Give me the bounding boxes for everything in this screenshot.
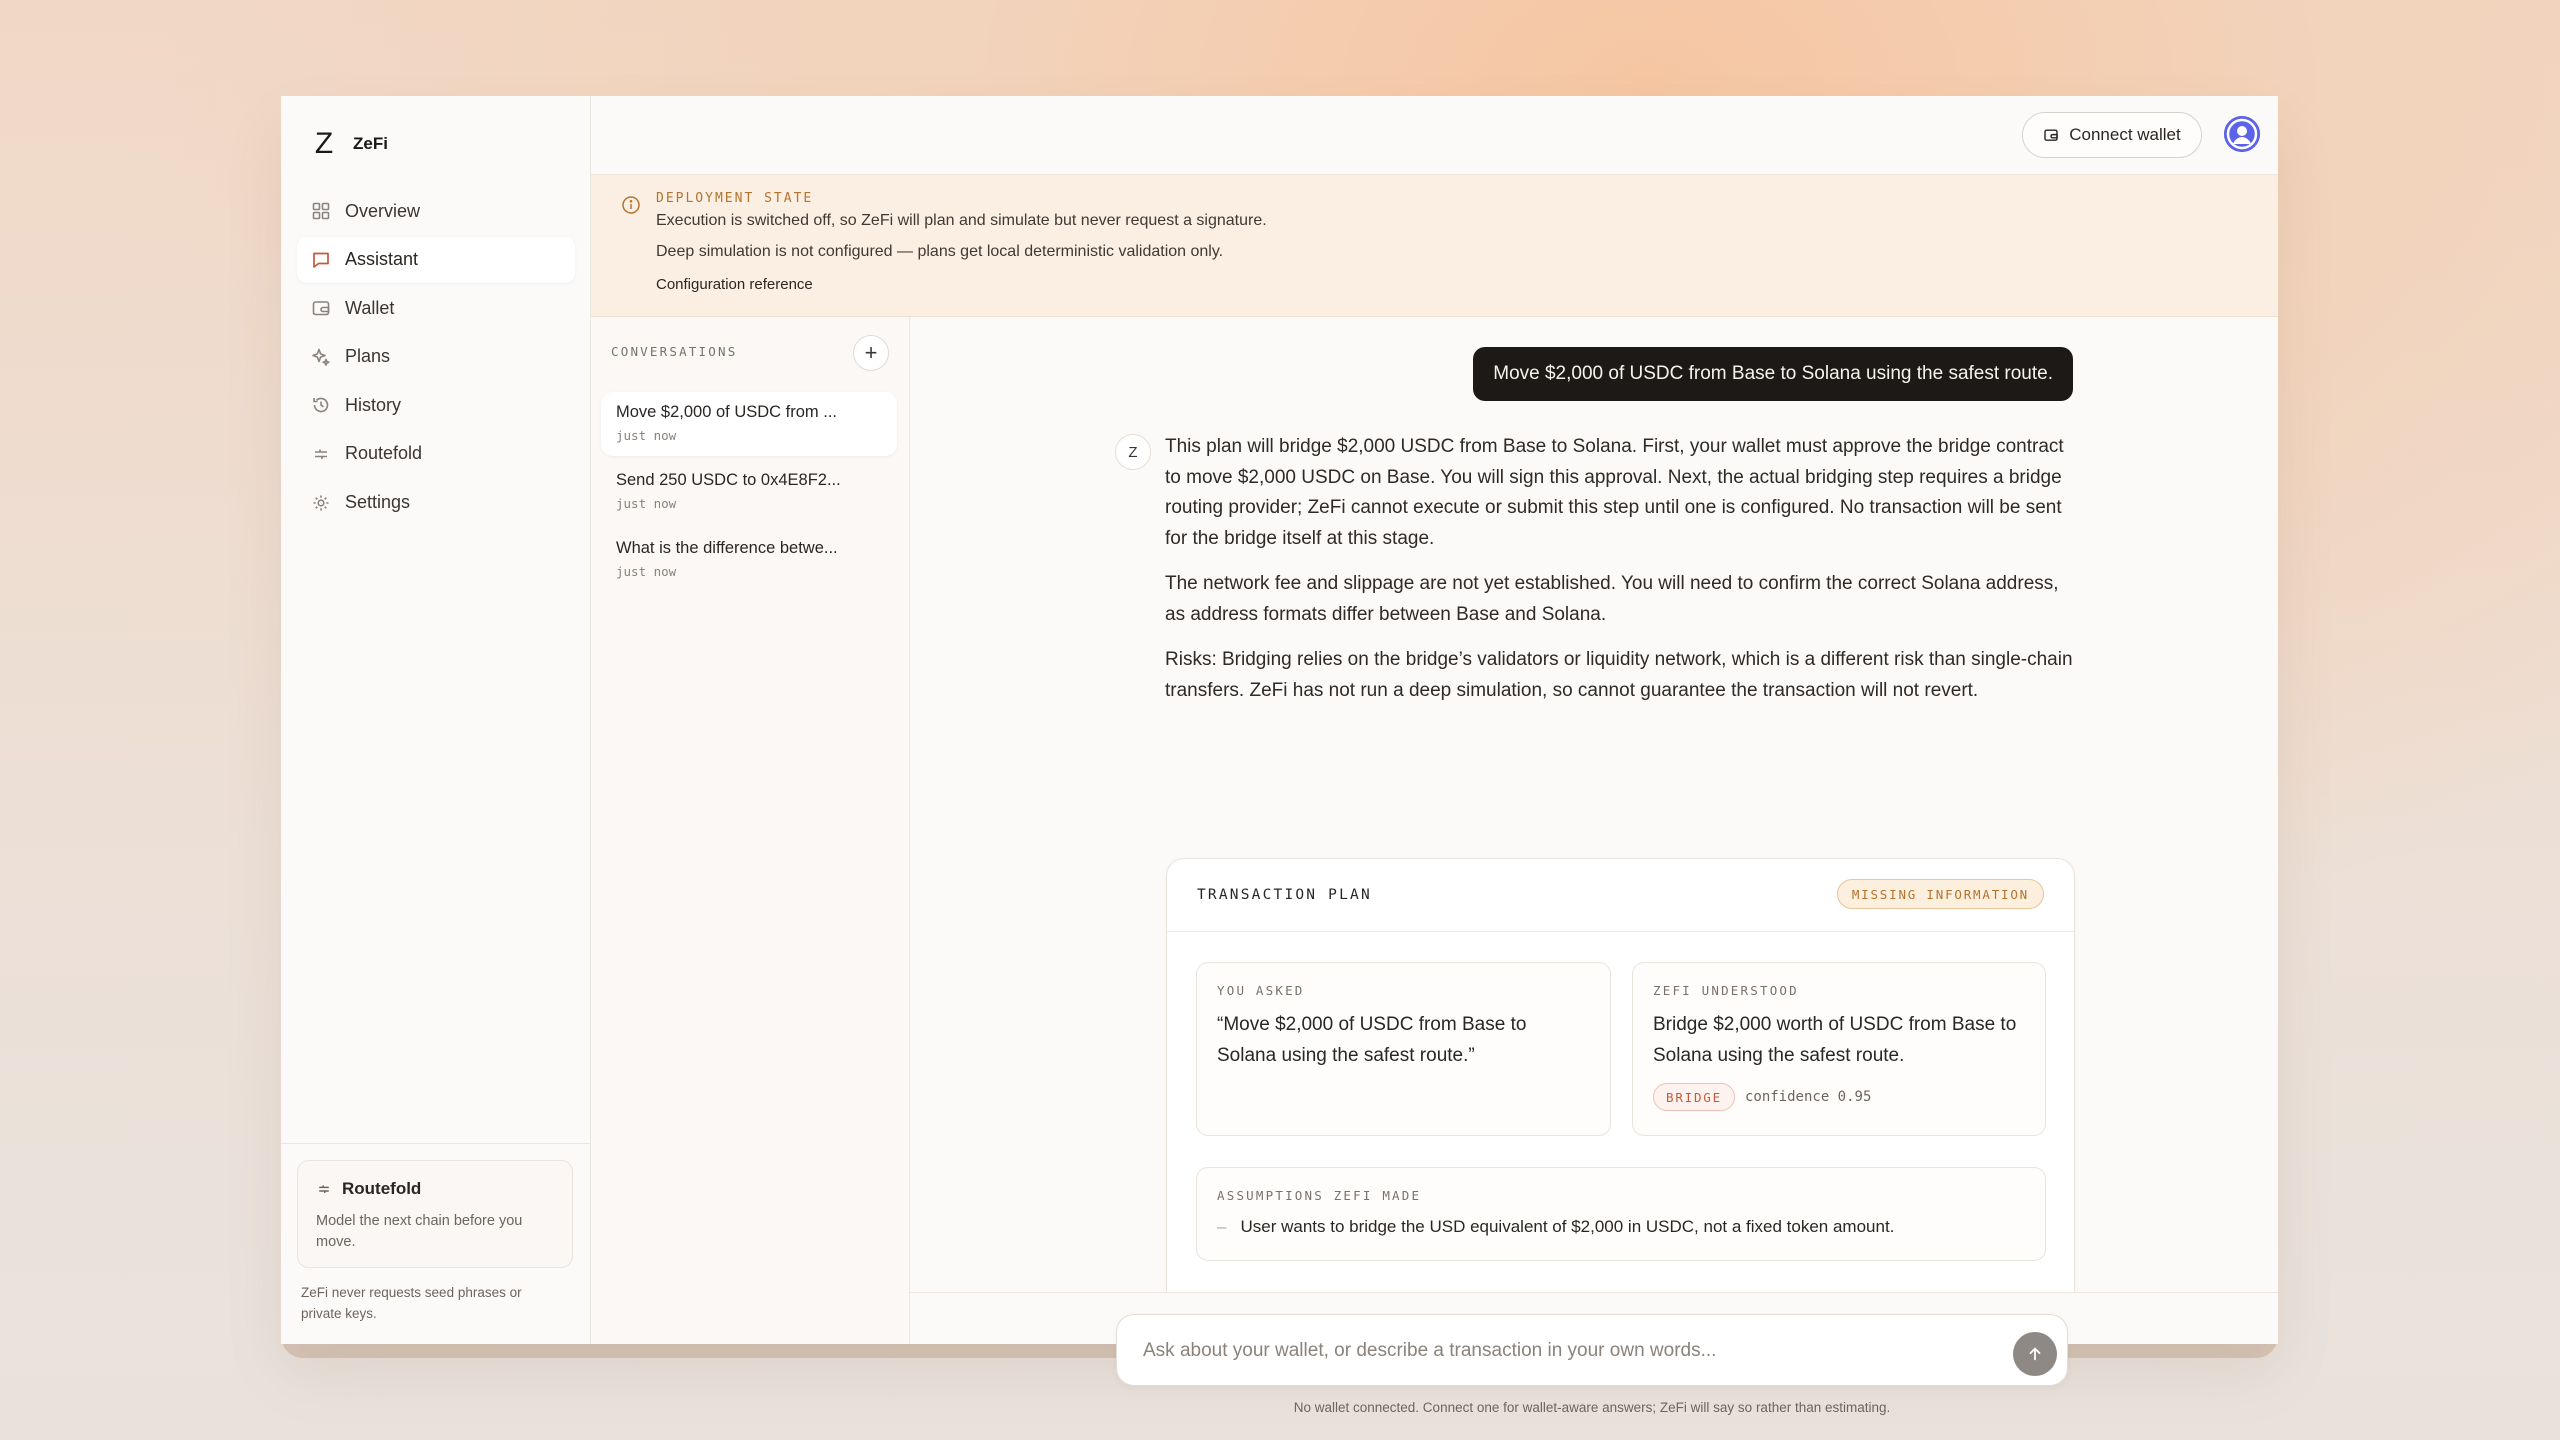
avatar[interactable] (2224, 116, 2260, 152)
arrow-up-icon (2026, 1345, 2044, 1363)
sidebar-item-assistant[interactable] (297, 237, 575, 283)
banner-line-simulation: Deep simulation is not configured — plans get local deterministic validation only. (656, 243, 1224, 260)
assumption-item (1217, 1217, 2025, 1237)
history-icon (311, 395, 331, 415)
sidebar-item-label: Overview (345, 200, 421, 221)
app-name: ZeFi (353, 134, 388, 153)
you-asked-label: YOU ASKED (1217, 983, 1305, 998)
sidebar (281, 96, 591, 1344)
assumptions-label: ASSUMPTIONS ZEFI MADE (1217, 1188, 1422, 1203)
grid-icon (311, 201, 331, 221)
app-window (281, 96, 2278, 1415)
promo-title (316, 1179, 554, 1199)
new-conversation-button[interactable]: + (853, 335, 889, 371)
intent-badge: BRIDGE (1653, 1083, 1735, 1111)
conversations-panel (591, 317, 910, 1344)
connect-wallet-button[interactable] (2022, 112, 2202, 158)
sidebar-item-label: Routefold (345, 443, 423, 464)
conversation-time: just now (616, 428, 677, 443)
promo-description: Model the next chain before you move. (316, 1213, 523, 1250)
sidebar-item-label: Settings (345, 492, 411, 513)
assistant-paragraph: The network fee and slippage are not yet established. You will need to confirm the correct Solana address, as address formats differ between Base and Solana. (1165, 573, 2059, 625)
send-button[interactable] (2013, 1332, 2057, 1376)
assistant-message (1165, 432, 2075, 721)
plan-title: TRANSACTION PLAN (1197, 887, 1372, 903)
composer (1116, 1314, 2068, 1386)
assistant-paragraph: Risks: Bridging relies on the bridge’s validators or liquidity network, which is a different risk than single-chain transfers. ZeFi has not run a deep simulation, so cannot guarantee the transaction will not revert. (1165, 649, 2073, 701)
brand[interactable] (311, 122, 388, 166)
sidebar-item-routefold[interactable] (297, 431, 575, 477)
top-header (591, 96, 2278, 175)
user-avatar-icon (2224, 116, 2260, 152)
assistant-avatar: Z (1115, 434, 1151, 470)
deployment-state-banner (591, 175, 2278, 317)
conversation-item[interactable] (601, 392, 897, 456)
sidebar-item-history[interactable] (297, 382, 575, 428)
wallet-icon (2043, 127, 2059, 143)
plan-header (1167, 859, 2074, 932)
security-footnote: ZeFi never requests seed phrases or private keys. (301, 1285, 522, 1321)
sidebar-nav (297, 188, 575, 528)
intent-row (1653, 1083, 2025, 1111)
assumption-text: User wants to bridge the USD equivalent of $2,000 in USDC, not a fixed token amount. (1240, 1217, 1895, 1236)
chat-icon (311, 250, 331, 270)
conversation-time: just now (616, 496, 677, 511)
sidebar-item-plans[interactable] (297, 334, 575, 380)
assumptions-box (1196, 1167, 2046, 1261)
conversation-title: Move $2,000 of USDC from ... (616, 403, 838, 421)
sidebar-item-label: Assistant (345, 249, 419, 270)
composer-area (910, 1292, 2278, 1415)
understood-text: Bridge $2,000 worth of USDC from Base to Solana using the safest route. (1653, 1014, 2017, 1066)
sidebar-item-label: History (345, 394, 402, 415)
info-icon (621, 195, 641, 215)
list-bullet: – (1217, 1217, 1227, 1236)
message-input[interactable] (1141, 1315, 1985, 1387)
connect-wallet-label: Connect wallet (2069, 125, 2181, 144)
route-icon (316, 1181, 332, 1197)
banner-label: DEPLOYMENT STATE (656, 191, 814, 206)
conversations-label: CONVERSATIONS (611, 344, 738, 359)
gear-icon (311, 493, 331, 513)
understood-box (1632, 962, 2046, 1136)
zefi-logo-icon: Z (314, 127, 334, 160)
conversation-title: Send 250 USDC to 0x4E8F2... (616, 471, 841, 489)
you-asked-text: “Move $2,000 of USDC from Base to Solana using the safest route.” (1217, 1014, 1527, 1066)
conversation-item[interactable] (601, 528, 897, 592)
transaction-plan-card (1166, 858, 2075, 1340)
understood-label: ZEFI UNDERSTOOD (1653, 983, 1799, 998)
chat-thread (910, 317, 2278, 1292)
conversation-time: just now (616, 564, 677, 579)
user-message-bubble: Move $2,000 of USDC from Base to Solana using the safest route. (1473, 347, 2073, 401)
confidence-score: confidence 0.95 (1744, 1089, 1872, 1105)
configuration-reference-link[interactable]: Configuration reference (656, 276, 813, 293)
composer-note: No wallet connected. Connect one for wallet-aware answers; ZeFi will say so rather than estimating. (1293, 1400, 1891, 1415)
sparkle-icon (311, 347, 331, 367)
banner-line-execution: Execution is switched off, so ZeFi will plan and simulate but never request a signature. (656, 212, 1267, 229)
conversation-title: What is the difference betwe... (616, 539, 838, 557)
sidebar-item-settings[interactable] (297, 480, 575, 526)
conversation-item[interactable] (601, 460, 897, 524)
route-icon (311, 444, 331, 464)
sidebar-divider (281, 1143, 590, 1144)
sidebar-item-overview[interactable] (297, 188, 575, 234)
routefold-promo-card[interactable] (297, 1160, 573, 1268)
sidebar-item-wallet[interactable] (297, 285, 575, 331)
sidebar-item-label: Plans (345, 346, 391, 367)
you-asked-box (1196, 962, 1611, 1136)
wallet-icon (311, 298, 331, 318)
sidebar-item-label: Wallet (345, 297, 395, 318)
assistant-paragraph: This plan will bridge $2,000 USDC from Base to Solana. First, your wallet must approve the bridge contract to move $2,000 USDC on Base. You will sign this approval. Next, the actual bridging step requires a bridge routing provider; ZeFi cannot execute or submit this step until one is configured. No transaction will be sent for the bridge itself at this stage. (1165, 436, 2064, 549)
status-badge: MISSING INFORMATION (1837, 879, 2044, 909)
promo-title-text: Routefold (342, 1179, 422, 1198)
